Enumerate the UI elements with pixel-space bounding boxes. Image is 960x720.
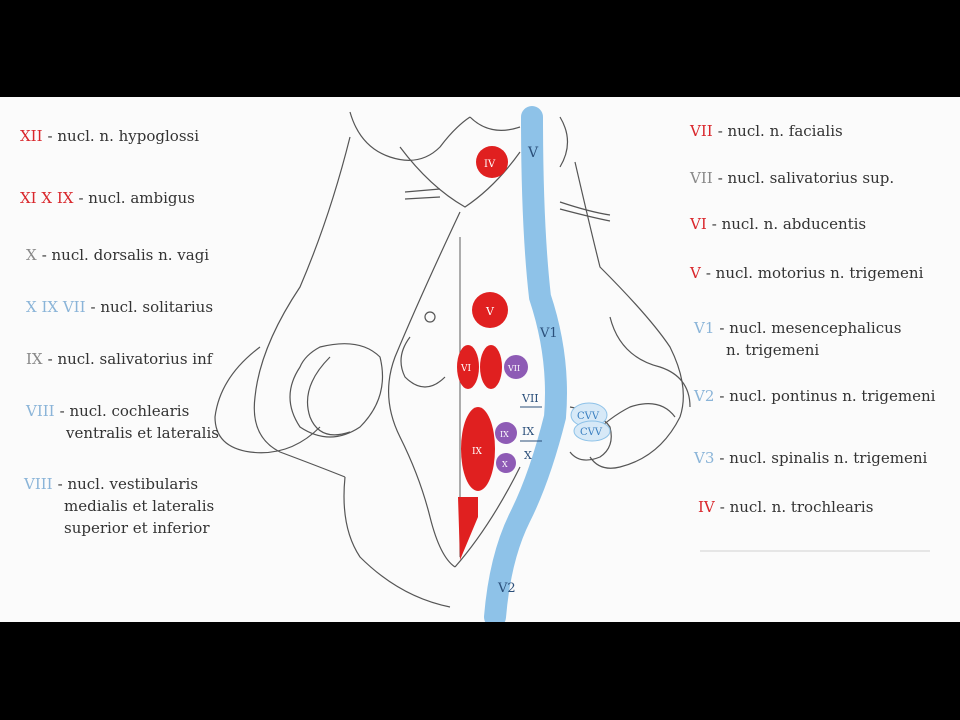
- col-label-v2: V2: [498, 581, 516, 596]
- red-label-bottom: IX: [472, 447, 482, 457]
- stack-b: IX: [522, 425, 535, 438]
- right-label-trochlear: IV - nucl. n. trochlearis: [698, 498, 874, 516]
- left-label-vestibular: VIII - nucl. vestibularis medialis et lateralis superior et inferior: [24, 475, 215, 537]
- red-label-lower: VI: [461, 364, 472, 374]
- left-label-hypoglossal: XII - nucl. n. hypoglossi: [20, 127, 200, 145]
- faded-line: [700, 550, 930, 552]
- right-label-salivatory-sup: VII - nucl. salivatorius sup.: [690, 169, 895, 187]
- lateral-label-b: CVV: [580, 427, 603, 438]
- lateral-label-a: CVV: [577, 411, 600, 422]
- left-label-dorsal-vagal: X - nucl. dorsalis n. vagi: [26, 246, 210, 264]
- diagram-slide: [0, 97, 960, 622]
- red-label-mid: V: [486, 305, 494, 318]
- nucleus-facial-b: [480, 345, 502, 389]
- stack-c: X: [524, 449, 532, 462]
- left-label-salivatory-inf: IX - nucl. salivatorius inf: [26, 350, 213, 368]
- col-label-v1: V1: [540, 326, 558, 341]
- left-label-solitary: X IX VII - nucl. solitarius: [26, 298, 214, 316]
- right-label-spinal: V3 - nucl. spinalis n. trigemeni: [694, 449, 928, 467]
- left-label-ambiguus: XI X IX - nucl. ambigus: [20, 189, 195, 207]
- stack-a: VII: [522, 392, 539, 405]
- red-label-top: IV: [484, 159, 496, 170]
- purple-label-low: X: [502, 460, 508, 469]
- right-label-facial: VII - nucl. n. facialis: [690, 122, 843, 140]
- motor-nuclei: [457, 146, 508, 560]
- purple-label-mid: IX: [500, 430, 509, 439]
- right-label-mesencephalic: V1 - nucl. mesencephalicus n. trigemeni: [694, 319, 902, 359]
- right-label-motor-trigeminal: V - nucl. motorius n. trigemeni: [690, 264, 924, 282]
- right-label-pontine: V2 - nucl. pontinus n. trigemeni: [694, 387, 936, 405]
- brainstem-outline: [215, 112, 690, 607]
- col-label-v-top: V: [528, 145, 539, 161]
- right-label-abducens: VI - nucl. n. abducentis: [690, 215, 867, 233]
- purple-label-upper: VII: [508, 364, 521, 373]
- left-label-cochlear: VIII - nucl. cochlearis ventralis et lateralis: [26, 402, 219, 442]
